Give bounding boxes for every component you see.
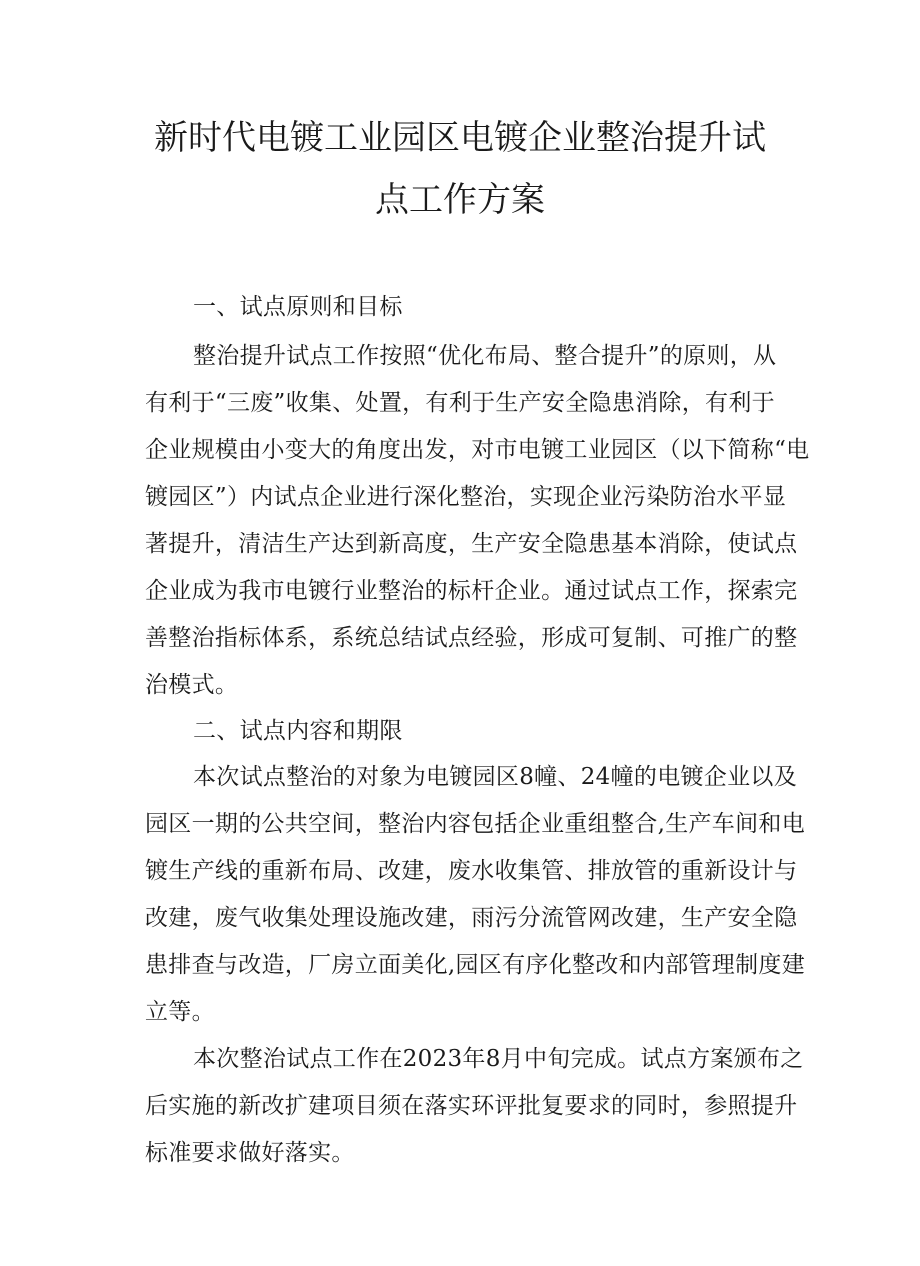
paragraph-line: 本次试点整治的对象为电镀园区8幢、24幢的电镀企业以及 xyxy=(193,764,797,790)
paragraph-line: 企业成为我市电镀行业整治的标杆企业。通过试点工作，探索完 xyxy=(145,578,798,604)
paragraph-line: 企业规模由小变大的角度出发，对市电镀工业园区（以下简称“电 xyxy=(145,437,810,463)
paragraph-line: 标准要求做好落实。 xyxy=(145,1140,355,1166)
paragraph-line: 后实施的新改扩建项目须在落实环评批复要求的同时，参照提升 xyxy=(145,1093,798,1119)
section-heading-principles: 一、试点原则和目标 xyxy=(193,294,403,320)
document-title-line-2: 点工作方案 xyxy=(375,180,545,220)
section-heading-scope: 二、试点内容和期限 xyxy=(193,718,403,744)
paragraph-line: 著提升，清洁生产达到新高度，生产安全隐患基本消除，使试点 xyxy=(145,531,798,557)
paragraph-line: 改建，废气收集处理设施改建，雨污分流管网改建，生产安全隐 xyxy=(145,905,798,931)
paragraph-line: 园区一期的公共空间，整治内容包括企业重组整合,生产车间和电 xyxy=(145,811,806,837)
paragraph-line: 镀园区”）内试点企业进行深化整治，实现企业污染防治水平显 xyxy=(145,484,787,510)
document-title-line-1: 新时代电镀工业园区电镀企业整治提升试 xyxy=(154,118,766,158)
paragraph-line: 善整治指标体系，系统总结试点经验，形成可复制、可推广的整 xyxy=(145,625,798,651)
paragraph-line: 镀生产线的重新布局、改建，废水收集管、排放管的重新设计与 xyxy=(145,858,798,884)
paragraph-line: 立等。 xyxy=(145,999,215,1025)
paragraph-line: 本次整治试点工作在2023年8月中旬完成。试点方案颁布之 xyxy=(193,1046,804,1072)
paragraph-line: 治模式。 xyxy=(145,672,239,698)
paragraph-line: 患排查与改造，厂房立面美化,园区有序化整改和内部管理制度建 xyxy=(145,952,806,978)
paragraph-line: 整治提升试点工作按照“优化布局、整合提升”的原则，从 xyxy=(193,343,777,369)
paragraph-line: 有利于“三废”收集、处置，有利于生产安全隐患消除，有利于 xyxy=(145,390,775,416)
